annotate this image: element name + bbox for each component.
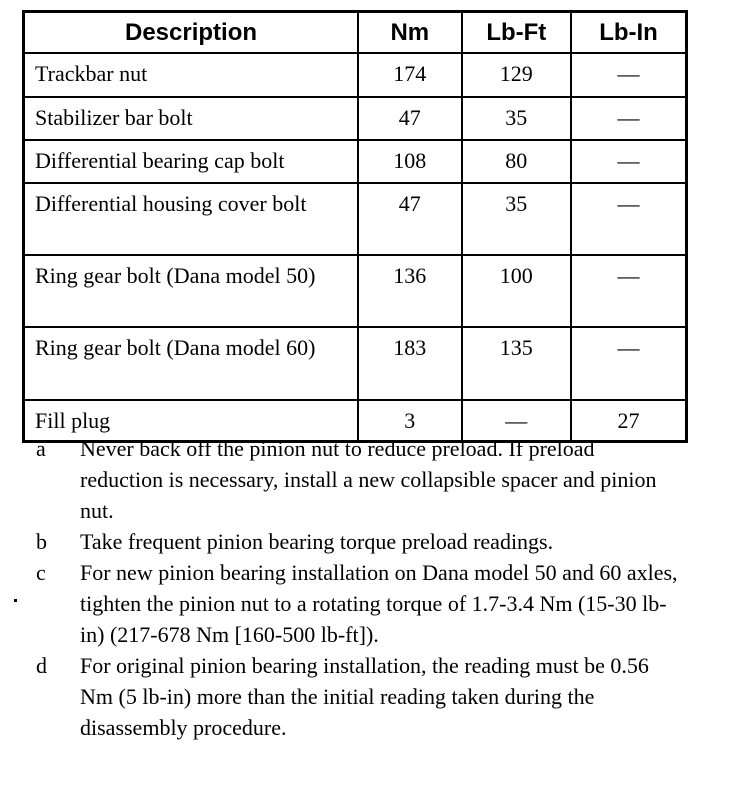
cell-lbin: 27 bbox=[571, 400, 686, 442]
footnote-key: b bbox=[36, 529, 47, 554]
cell-lbin: — bbox=[571, 255, 686, 327]
header-lbft: Lb-Ft bbox=[462, 12, 571, 54]
cell-lbft: — bbox=[462, 400, 571, 442]
cell-lbin: — bbox=[571, 183, 686, 255]
header-nm: Nm bbox=[358, 12, 462, 54]
footnote-text: Never back off the pinion nut to reduce preload. If preload reduction is necessary, install a new collapsible spacer and pinion nut. bbox=[80, 436, 657, 523]
table-row bbox=[24, 183, 687, 255]
table-row bbox=[24, 97, 687, 140]
footnote-item bbox=[33, 526, 713, 557]
cell-description: Ring gear bolt (Dana model 50) bbox=[24, 255, 359, 327]
footnote-key: c bbox=[36, 560, 46, 585]
cell-lbft: 129 bbox=[462, 53, 571, 97]
table-row bbox=[24, 53, 687, 97]
cell-description: Trackbar nut bbox=[24, 53, 359, 97]
cell-lbin: — bbox=[571, 327, 686, 400]
cell-description: Stabilizer bar bolt bbox=[24, 97, 359, 140]
torque-spec-table bbox=[22, 10, 688, 443]
cell-nm: 174 bbox=[358, 53, 462, 97]
table-row bbox=[24, 140, 687, 183]
cell-description: Differential bearing cap bolt bbox=[24, 140, 359, 183]
cell-description: Differential housing cover bolt bbox=[24, 183, 359, 255]
cell-lbin: — bbox=[571, 140, 686, 183]
footnote-text: For new pinion bearing installation on Dana model 50 and 60 axles, tighten the pinion nut to a rotating torque of 1.7-3.4 Nm (15-30 lb-in) (217-678 Nm [160-500 lb-ft]). bbox=[80, 560, 678, 647]
cell-lbft: 35 bbox=[462, 97, 571, 140]
header-description: Description bbox=[24, 12, 359, 54]
footnote-text: Take frequent pinion bearing torque preload readings. bbox=[80, 529, 554, 554]
footnote-key: d bbox=[36, 653, 47, 678]
cell-nm: 108 bbox=[358, 140, 462, 183]
cell-lbft: 135 bbox=[462, 327, 571, 400]
scan-speck bbox=[14, 599, 17, 602]
cell-nm: 47 bbox=[358, 97, 462, 140]
cell-lbft: 100 bbox=[462, 255, 571, 327]
footnotes bbox=[33, 433, 713, 743]
table-row bbox=[24, 255, 687, 327]
footnote-key: a bbox=[36, 436, 46, 461]
footnote-item bbox=[33, 433, 713, 526]
header-lbin: Lb-In bbox=[571, 12, 686, 54]
cell-lbin: — bbox=[571, 53, 686, 97]
cell-nm: 183 bbox=[358, 327, 462, 400]
cell-lbft: 35 bbox=[462, 183, 571, 255]
cell-nm: 3 bbox=[358, 400, 462, 442]
cell-nm: 47 bbox=[358, 183, 462, 255]
footnote-text: For original pinion bearing installation, the reading must be 0.56 Nm (5 lb-in) more than the initial reading taken during the disassembly procedure. bbox=[80, 653, 649, 740]
footnote-item bbox=[33, 650, 713, 743]
footnote-item bbox=[33, 557, 713, 650]
cell-description: Fill plug bbox=[24, 400, 359, 442]
cell-nm: 136 bbox=[358, 255, 462, 327]
table-row bbox=[24, 327, 687, 400]
cell-lbft: 80 bbox=[462, 140, 571, 183]
table-header-row bbox=[24, 12, 687, 54]
cell-lbin: — bbox=[571, 97, 686, 140]
cell-description: Ring gear bolt (Dana model 60) bbox=[24, 327, 359, 400]
